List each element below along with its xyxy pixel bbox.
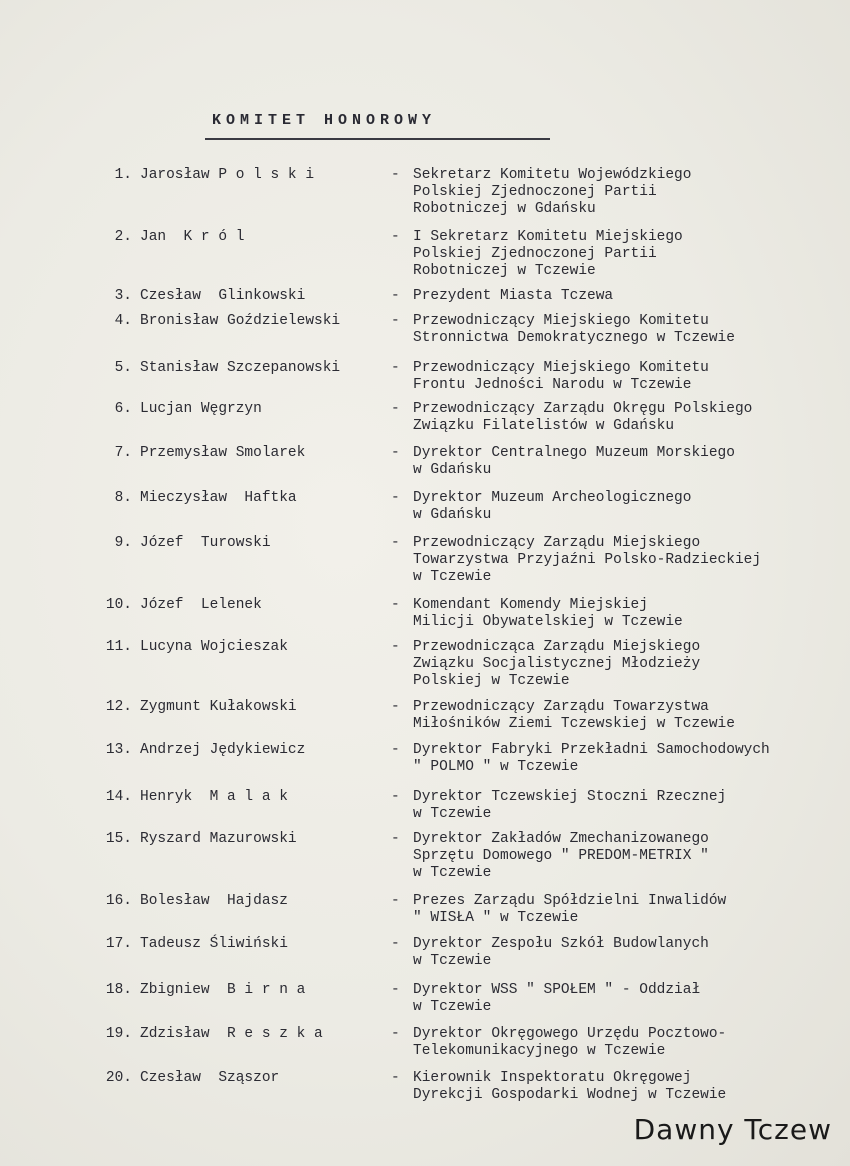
entry-number: 5.	[114, 360, 132, 376]
entry-number: 10.	[105, 597, 132, 613]
title-underline	[205, 138, 550, 140]
entry-separator: -	[391, 699, 400, 715]
entry-role-line: Dyrektor Centralnego Muzeum Morskiego	[413, 445, 735, 461]
entry-role-line: " WISŁA " w Tczewie	[413, 910, 579, 926]
entry-role	[413, 936, 847, 970]
entry-number: 11.	[105, 639, 132, 655]
entry-role-line: Sprzętu Domowego " PREDOM-METRIX "	[413, 848, 709, 864]
entry-role-line: Kierownik Inspektoratu Okręgowej	[413, 1070, 692, 1086]
entry-number: 17.	[105, 936, 132, 952]
entry-separator: -	[391, 490, 400, 506]
entry-role-line: w Tczewie	[413, 999, 492, 1015]
entry-role-line: Przewodniczący Zarządu Miejskiego	[413, 535, 701, 551]
entry-role-line: Towarzystwa Przyjaźni Polsko-Radzieckiej	[413, 552, 762, 568]
entry-separator: -	[391, 360, 400, 376]
entry-role-line: I Sekretarz Komitetu Miejskiego	[413, 229, 683, 245]
entry-role-line: Przewodniczący Zarządu Towarzystwa	[413, 699, 709, 715]
entry-person-name: Józef Lelenek	[140, 597, 262, 613]
entry-role-line: Stronnictwa Demokratycznego w Tczewie	[413, 330, 735, 346]
entry-separator: -	[391, 313, 400, 329]
entry-separator: -	[391, 639, 400, 655]
entry-role	[413, 639, 847, 690]
entry-role-line: Polskiej Zjednoczonej Partii	[413, 184, 657, 200]
entry-role	[413, 831, 847, 882]
entry-role-line: w Gdańsku	[413, 462, 492, 478]
entry-role-line: Związku Filatelistów w Gdańsku	[413, 418, 675, 434]
entry-role-line: Dyrektor WSS " SPOŁEM " - Oddział	[413, 982, 701, 998]
entry-person-name: Mieczysław Haftka	[140, 490, 297, 506]
entry-separator: -	[391, 167, 400, 183]
entry-role-line: w Tczewie	[413, 865, 492, 881]
entry-number: 6.	[114, 401, 132, 417]
entry-role-line: Milicji Obywatelskiej w Tczewie	[413, 614, 683, 630]
entry-role-line: w Tczewie	[413, 569, 492, 585]
entry-number: 7.	[114, 445, 132, 461]
entry-number: 3.	[114, 288, 132, 304]
entry-role-line: Dyrekcji Gospodarki Wodnej w Tczewie	[413, 1087, 727, 1103]
entry-number: 16.	[105, 893, 132, 909]
entry-role	[413, 445, 847, 479]
entry-number: 15.	[105, 831, 132, 847]
entry-person-name: Jan K r ó l	[140, 229, 245, 245]
entry-person-name: Tadeusz Śliwiński	[140, 936, 288, 952]
entry-role	[413, 982, 847, 1016]
entry-number: 12.	[105, 699, 132, 715]
entry-role-line: Prezydent Miasta Tczewa	[413, 288, 614, 304]
entry-separator: -	[391, 893, 400, 909]
entry-separator: -	[391, 597, 400, 613]
entry-role-line: Miłośników Ziemi Tczewskiej w Tczewie	[413, 716, 735, 732]
entry-role	[413, 288, 847, 305]
entry-separator: -	[391, 288, 400, 304]
entry-number: 14.	[105, 789, 132, 805]
entry-role-line: Komendant Komendy Miejskiej	[413, 597, 648, 613]
entry-role	[413, 229, 847, 280]
entry-number: 9.	[114, 535, 132, 551]
entry-role-line: Polskiej Zjednoczonej Partii	[413, 246, 657, 262]
entry-person-name: Zdzisław R e s z k a	[140, 1026, 323, 1042]
entry-separator: -	[391, 742, 400, 758]
entry-separator: -	[391, 535, 400, 551]
entry-role	[413, 535, 847, 586]
entry-person-name: Czesław Glinkowski	[140, 288, 306, 304]
entry-number: 8.	[114, 490, 132, 506]
entry-role-line: Dyrektor Fabryki Przekładni Samochodowych	[413, 742, 770, 758]
entry-person-name: Czesław Sząszor	[140, 1070, 280, 1086]
entry-person-name: Andrzej Jędykiewicz	[140, 742, 306, 758]
entry-person-name: Ryszard Mazurowski	[140, 831, 297, 847]
entry-role-line: " POLMO " w Tczewie	[413, 759, 579, 775]
entry-person-name: Jarosław P o l s k i	[140, 167, 315, 183]
entry-role-line: Telekomunikacyjnego w Tczewie	[413, 1043, 666, 1059]
entry-separator: -	[391, 982, 400, 998]
entry-role	[413, 401, 847, 435]
entry-role	[413, 789, 847, 823]
entry-person-name: Henryk M a l a k	[140, 789, 288, 805]
watermark-text: Dawny Tczew	[633, 1113, 832, 1146]
entry-role	[413, 490, 847, 524]
entry-role	[413, 313, 847, 347]
entry-separator: -	[391, 401, 400, 417]
entry-role-line: Dyrektor Zakładów Zmechanizowanego	[413, 831, 709, 847]
entry-person-name: Lucyna Wojcieszak	[140, 639, 288, 655]
entry-separator: -	[391, 936, 400, 952]
entry-person-name: Lucjan Węgrzyn	[140, 401, 262, 417]
entry-separator: -	[391, 1026, 400, 1042]
entry-number: 4.	[114, 313, 132, 329]
entry-role-line: Sekretarz Komitetu Wojewódzkiego	[413, 167, 692, 183]
entry-role	[413, 1026, 847, 1060]
entry-person-name: Zbigniew B i r n a	[140, 982, 306, 998]
entry-role-line: Związku Socjalistycznej Młodzieży	[413, 656, 701, 672]
entry-role	[413, 742, 847, 776]
entry-role-line: Dyrektor Tczewskiej Stoczni Rzecznej	[413, 789, 727, 805]
entry-role-line: Prezes Zarządu Spółdzielni Inwalidów	[413, 893, 727, 909]
entry-person-name: Bolesław Hajdasz	[140, 893, 288, 909]
entry-role	[413, 893, 847, 927]
entry-number: 20.	[105, 1070, 132, 1086]
entry-separator: -	[391, 789, 400, 805]
entry-role-line: Polskiej w Tczewie	[413, 673, 570, 689]
entry-role	[413, 699, 847, 733]
entry-role	[413, 597, 847, 631]
entry-role	[413, 167, 847, 218]
entry-role-line: w Gdańsku	[413, 507, 492, 523]
entry-role	[413, 1070, 847, 1104]
entry-separator: -	[391, 1070, 400, 1086]
entry-role-line: Dyrektor Okręgowego Urzędu Pocztowo-	[413, 1026, 727, 1042]
entry-number: 19.	[105, 1026, 132, 1042]
entry-separator: -	[391, 831, 400, 847]
entry-separator: -	[391, 229, 400, 245]
entry-number: 1.	[114, 167, 132, 183]
entry-role-line: w Tczewie	[413, 806, 492, 822]
entry-role-line: Przewodniczący Miejskiego Komitetu	[413, 360, 709, 376]
entry-person-name: Stanisław Szczepanowski	[140, 360, 341, 376]
entry-role-line: w Tczewie	[413, 953, 492, 969]
page-title: KOMITET HONOROWY	[212, 112, 437, 129]
entry-separator: -	[391, 445, 400, 461]
entry-person-name: Józef Turowski	[140, 535, 271, 551]
entry-role-line: Dyrektor Muzeum Archeologicznego	[413, 490, 692, 506]
entry-person-name: Przemysław Smolarek	[140, 445, 306, 461]
entry-role-line: Dyrektor Zespołu Szkół Budowlanych	[413, 936, 709, 952]
entry-number: 13.	[105, 742, 132, 758]
entry-person-name: Bronisław Goździelewski	[140, 313, 341, 329]
entry-role	[413, 360, 847, 394]
entry-number: 2.	[114, 229, 132, 245]
entry-role-line: Przewodniczący Zarządu Okręgu Polskiego	[413, 401, 753, 417]
entry-role-line: Robotniczej w Tczewie	[413, 263, 596, 279]
entry-role-line: Przewodnicząca Zarządu Miejskiego	[413, 639, 701, 655]
entry-role-line: Robotniczej w Gdańsku	[413, 201, 596, 217]
entry-person-name: Zygmunt Kułakowski	[140, 699, 297, 715]
entry-role-line: Przewodniczący Miejskiego Komitetu	[413, 313, 709, 329]
entry-number: 18.	[105, 982, 132, 998]
entry-role-line: Frontu Jedności Narodu w Tczewie	[413, 377, 692, 393]
